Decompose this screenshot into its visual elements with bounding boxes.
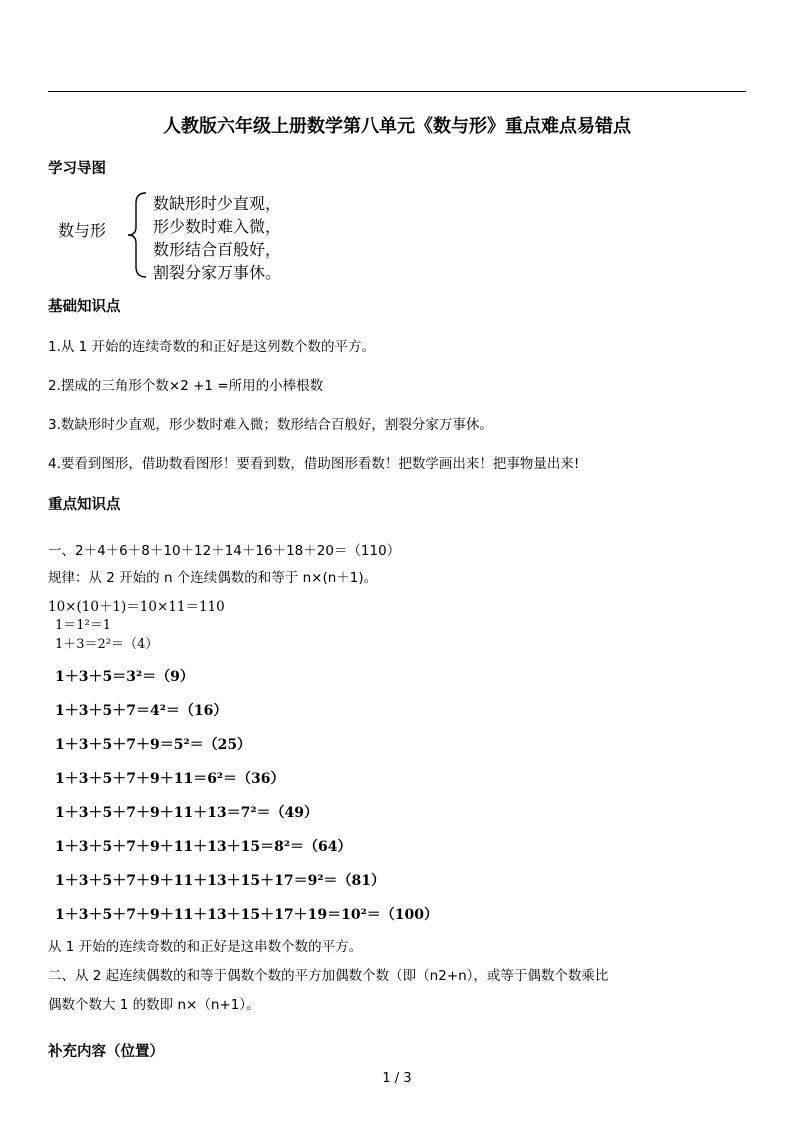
key-calc: 10×(10＋1)＝10×11＝110	[48, 599, 225, 615]
small-eq-2: 1＋3＝2²＝（4）	[55, 637, 159, 652]
basic-point-1: 1.从 1 开始的连续奇数的和正好是这列数个数的平方。	[48, 339, 376, 355]
page-title: 人教版六年级上册数学第八单元《数与形》重点难点易错点	[163, 116, 631, 137]
section-map-heading: 学习导图	[48, 161, 106, 177]
section-basic-heading: 基础知识点	[48, 299, 121, 315]
key-line-1: 一、2＋4＋6＋8＋10＋12＋14＋16＋18＋20＝（110）	[48, 543, 401, 559]
eq-row-3: 1＋3＋5＋7＋9＝5²＝（25）	[55, 737, 252, 753]
eq-row-5: 1＋3＋5＋7＋9＋11＋13＝7²＝（49）	[55, 805, 319, 821]
map-line-1: 数缺形时少直观，	[153, 194, 282, 213]
brace-icon	[124, 191, 150, 279]
header-rule	[48, 91, 746, 92]
conclusion: 从 1 开始的连续奇数的和正好是这串数个数的平方。	[48, 939, 363, 955]
section-supplement-heading: 补充内容（位置）	[48, 1044, 164, 1060]
map-label: 数与形	[58, 221, 107, 240]
basic-point-2: 2.摆成的三角形个数×2 +1 =所用的小棒根数	[48, 378, 324, 394]
map-line-3: 数形结合百般好，	[153, 240, 282, 259]
eq-row-6: 1＋3＋5＋7＋9＋11＋13＋15＝8²＝（64）	[55, 839, 352, 855]
even-rule-line-2: 偶数个数大 1 的数即 n×（n+1）。	[48, 997, 260, 1013]
eq-row-2: 1＋3＋5＋7＝4²＝（16）	[55, 703, 228, 719]
map-line-2: 形少数时难入微，	[153, 217, 282, 236]
small-eq-1: 1＝1²＝1	[55, 618, 112, 633]
eq-row-7: 1＋3＋5＋7＋9＋11＋13＋15＋17＝9²＝（81）	[55, 873, 385, 889]
section-key-heading: 重点知识点	[48, 497, 121, 513]
basic-point-4: 4.要看到图形，借助数看图形！要看到数，借助图形看数！把数学画出来！把事物量出来!	[48, 456, 580, 472]
eq-row-4: 1＋3＋5＋7＋9＋11＝6²＝（36）	[55, 771, 285, 787]
eq-row-1: 1＋3＋5＝3²＝（9）	[55, 669, 194, 685]
page-number: 1 / 3	[382, 1071, 412, 1086]
basic-point-3: 3.数缺形时少直观，形少数时难入微；数形结合百般好，割裂分家万事休。	[48, 417, 493, 433]
key-rule: 规律：从 2 开始的 n 个连续偶数的和等于 n×(n＋1)。	[48, 570, 378, 586]
eq-row-8: 1＋3＋5＋7＋9＋11＋13＋15＋17＋19＝10²＝（100）	[55, 907, 438, 923]
map-line-4: 割裂分家万事休。	[153, 263, 282, 282]
even-rule-line-1: 二、从 2 起连续偶数的和等于偶数个数的平方加偶数个数（即（n2+n），或等于偶数个数乘比	[48, 968, 609, 984]
